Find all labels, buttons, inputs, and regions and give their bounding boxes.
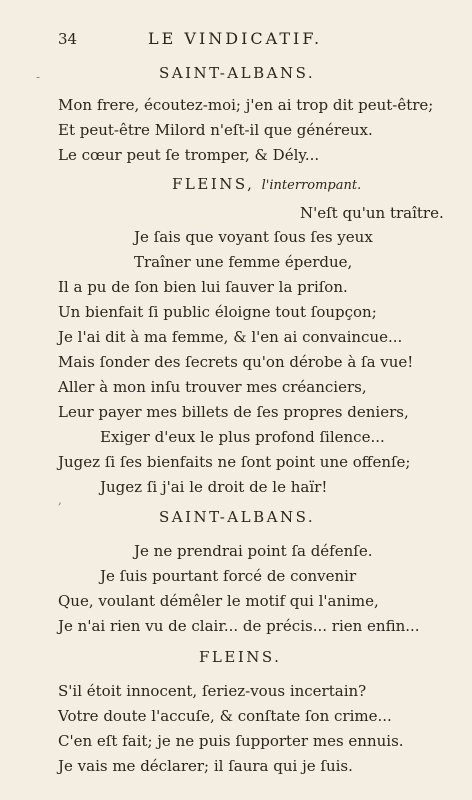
verse-line: Je l'ai dit à ma femme, & l'en ai convaincue... <box>58 328 403 346</box>
speaker-saint-albans-2: SAINT-ALBANS. <box>159 508 316 526</box>
verse-line: Jugez ſi ſes bienfaits ne ſont point une offenſe; <box>58 453 411 471</box>
verse-line: Je n'ai rien vu de clair... de précis... rien enfin... <box>58 617 420 635</box>
verse-line: C'en eſt fait; je ne puis ſupporter mes ennuis. <box>58 732 404 750</box>
running-title: LE VINDICATIF. <box>148 29 323 48</box>
stage-direction: l'interrompant. <box>261 178 362 193</box>
verse-line: Mon frere, écoutez-moi; j'en ai trop dit peut-être; <box>58 96 434 114</box>
verse-line: Traîner une femme éperdue, <box>134 253 353 271</box>
speaker-name: FLEINS, <box>172 175 255 193</box>
speaker-saint-albans-1: SAINT-ALBANS. <box>159 64 316 82</box>
verse-line: Je ne prendrai point ſa défenſe. <box>134 542 373 560</box>
margin-mark: - <box>36 70 41 84</box>
verse-line: Exiger d'eux le plus profond ſilence... <box>100 428 385 446</box>
verse-line: Et peut-être Milord n'eſt-il que généreux. <box>58 121 373 139</box>
verse-line: Je ſais que voyant ſous ſes yeux <box>134 228 373 246</box>
verse-line: Je vais me déclarer; il ſaura qui je ſuis. <box>58 757 353 775</box>
verse-line: S'il étoit innocent, ſeriez-vous incertain? <box>58 682 367 700</box>
speaker-fleins-1 <box>172 175 361 195</box>
verse-line: Leur payer mes billets de ſes propres deniers, <box>58 403 409 421</box>
speaker-fleins-2: FLEINS. <box>199 648 282 666</box>
margin-mark: , <box>58 493 62 507</box>
verse-line: Que, voulant démêler le motif qui l'anime, <box>58 592 379 610</box>
verse-line: Jugez ſi j'ai le droit de le haïr! <box>100 478 328 496</box>
verse-line: Il a pu de ſon bien lui ſauver la priſon. <box>58 278 348 296</box>
verse-line: Votre doute l'accuſe, & conſtate ſon crime... <box>58 707 392 725</box>
verse-line: Mais ſonder des ſecrets qu'on dérobe à ſa vue! <box>58 353 414 371</box>
page-number: 34 <box>58 30 78 48</box>
verse-line: Aller à mon inſu trouver mes créanciers, <box>58 378 367 396</box>
verse-line: N'eſt qu'un traître. <box>300 204 444 222</box>
verse-line: Un bienfait ſi public éloigne tout ſoupçon; <box>58 303 377 321</box>
verse-line: Je ſuis pourtant forcé de convenir <box>100 567 357 585</box>
verse-line: Le cœur peut ſe tromper, & Dély... <box>58 146 320 164</box>
